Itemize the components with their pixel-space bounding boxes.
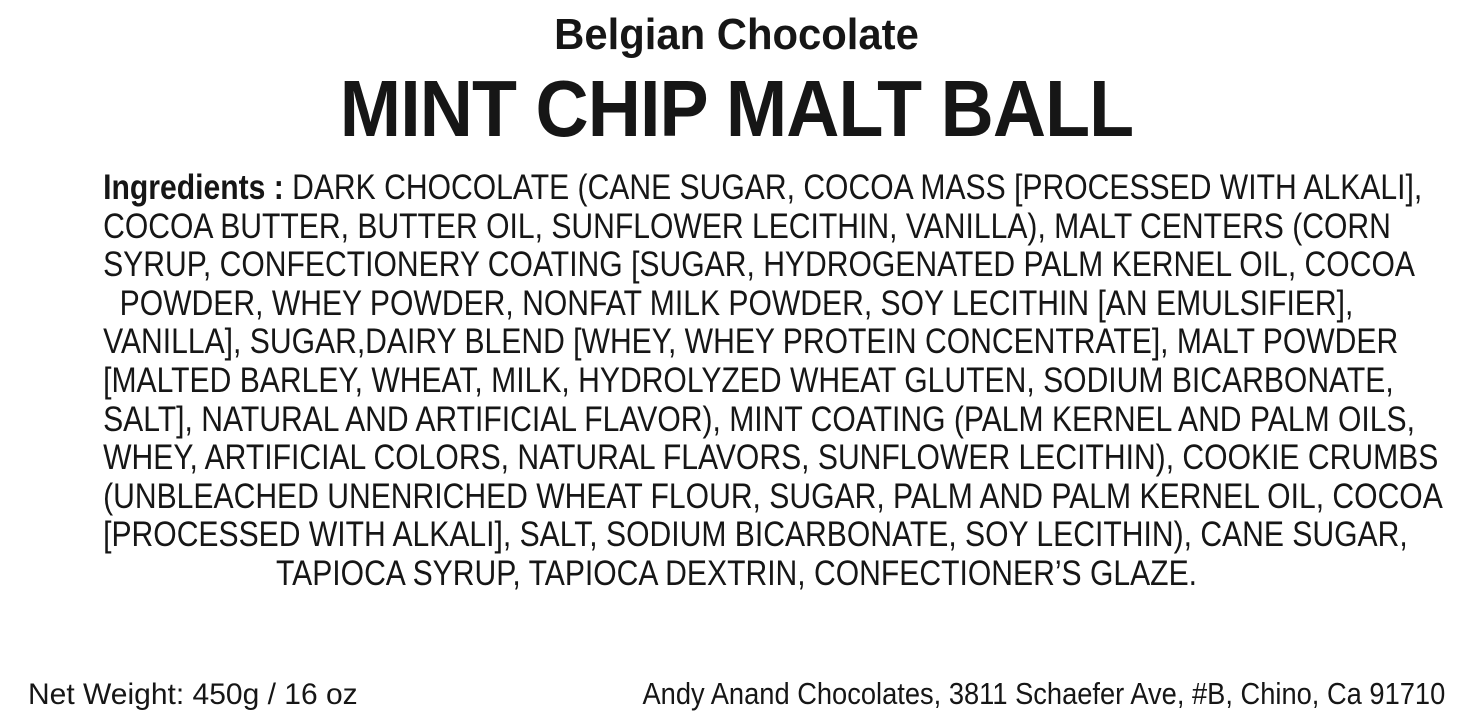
ingredients-line: [MALTED BARLEY, WHEAT, MILK, HYDROLYZED WHEAT GLUTEN, SODIUM BICARBONATE, xyxy=(103,360,1394,400)
ingredients-line xyxy=(103,168,1423,208)
ingredients-line: SYRUP, CONFECTIONERY COATING [SUGAR, HYDROGENATED PALM KERNEL OIL, COCOA xyxy=(103,245,1415,285)
brand-line: Belgian Chocolate xyxy=(554,10,919,59)
ingredients-line: SALT], NATURAL AND ARTIFICIAL FLAVOR), MINT COATING (PALM KERNEL AND PALM OILS, xyxy=(103,399,1415,439)
ingredients-line-text: DARK CHOCOLATE (CANE SUGAR, COCOA MASS [PROCESSED WITH ALKALI], xyxy=(292,168,1423,207)
ingredients-label: Ingredients : xyxy=(103,168,284,207)
ingredients-line: TAPIOCA SYRUP, TAPIOCA DEXTRIN, CONFECTIONER’S GLAZE. xyxy=(275,553,1198,593)
manufacturer-address: Andy Anand Chocolates, 3811 Schaefer Ave, #B, Chino, Ca 91710 xyxy=(642,676,1445,711)
ingredients-line: (UNBLEACHED UNENRICHED WHEAT FLOUR, SUGAR, PALM AND PALM KERNEL OIL, COCOA xyxy=(103,476,1443,516)
ingredients-line: COCOA BUTTER, BUTTER OIL, SUNFLOWER LECITHIN, VANILLA), MALT CENTERS (CORN xyxy=(103,206,1391,246)
label-footer xyxy=(0,676,1473,712)
ingredients-line: [PROCESSED WITH ALKALI], SALT, SODIUM BICARBONATE, SOY LECITHIN), CANE SUGAR, xyxy=(103,515,1408,555)
ingredients-line: VANILLA], SUGAR,DAIRY BLEND [WHEY, WHEY PROTEIN CONCENTRATE], MALT POWDER xyxy=(103,322,1399,362)
ingredients-line: WHEY, ARTIFICIAL COLORS, NATURAL FLAVORS, SUNFLOWER LECITHIN), COOKIE CRUMBS xyxy=(103,438,1439,478)
ingredients-line: POWDER, WHEY POWDER, NONFAT MILK POWDER, SOY LECITHIN [AN EMULSIFIER], xyxy=(119,283,1354,323)
net-weight: Net Weight: 450g / 16 oz xyxy=(28,678,358,711)
product-name: MINT CHIP MALT BALL xyxy=(339,64,1134,153)
ingredients-paragraph xyxy=(0,169,1473,594)
